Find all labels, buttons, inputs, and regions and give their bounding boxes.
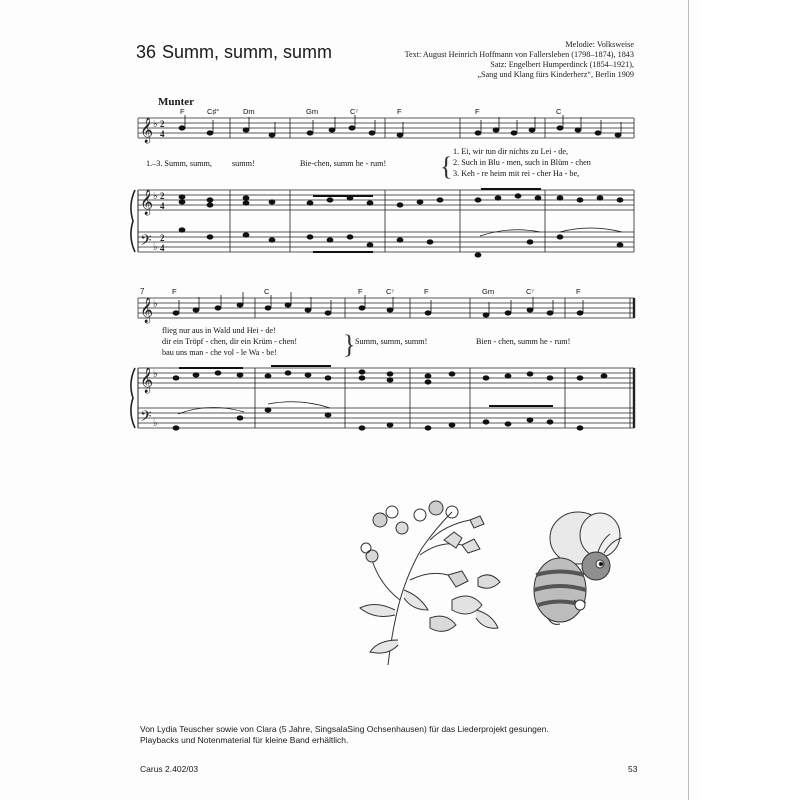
verse-line: 3. Keh - re heim mit rei - cher Ha - be, <box>453 169 580 178</box>
chord-symbol: F <box>424 287 429 296</box>
piano-notes-2 <box>173 366 607 430</box>
chord-symbol: F <box>576 287 581 296</box>
treble-clef-icon: 𝄞 <box>140 117 154 142</box>
bass-clef-icon: 𝄢 <box>140 232 152 252</box>
svg-text:}: } <box>343 330 356 359</box>
svg-text:2: 2 <box>160 233 165 243</box>
chord-symbol: C⁷ <box>350 107 359 116</box>
publisher-code: Carus 2.402/03 <box>140 764 199 774</box>
verse-line: 1. Ei, wir tun dir nichts zu Lei - de, <box>453 147 569 156</box>
flat-icon: ♭ <box>153 119 158 130</box>
page-number: 53 <box>628 764 638 774</box>
credit-arrangement: Satz: Engelbert Humperdinck (1854–1921), <box>490 60 634 69</box>
credit-source: „Sang und Klang fürs Kinderherz“, Berlin 1909 <box>477 70 634 79</box>
chord-symbol: Gm <box>482 287 495 296</box>
treble-clef-icon: 𝄞 <box>140 189 154 214</box>
song-title: Summ, summ, summ <box>162 42 333 62</box>
credit-text: Text: August Heinrich Hoffmann von Fallersleben (1798–1874), 1843 <box>404 50 634 59</box>
verse-line: 2. Such in Blu - men, such in Blüm - chen <box>453 158 591 167</box>
treble-clef-icon: 𝄞 <box>140 367 154 392</box>
credit-melody: Melodie: Volksweise <box>565 40 634 49</box>
chord-symbol: C⁷ <box>386 287 395 296</box>
bass-clef-icon: 𝄢 <box>140 408 152 428</box>
flower-illustration <box>360 501 500 665</box>
piano-treble-staff-2 <box>138 368 634 388</box>
system-1 <box>131 118 634 252</box>
flat-icon: ♭ <box>153 299 158 310</box>
system-2 <box>131 298 634 428</box>
bee-illustration <box>534 512 622 624</box>
chord-symbols-2 <box>172 287 581 296</box>
song-number: 36 <box>136 42 157 62</box>
chord-symbol: C♯° <box>207 107 220 116</box>
flat-icon: ♭ <box>153 418 158 429</box>
chord-symbol: Gm <box>306 107 319 116</box>
verse-line: flieg nur aus in Wald und Hei - de! <box>162 326 276 335</box>
chord-symbol: F <box>180 107 185 116</box>
lyrics-1 <box>146 147 591 181</box>
svg-text:4: 4 <box>160 129 165 139</box>
footer-note <box>140 724 660 746</box>
flat-icon: ♭ <box>153 369 158 380</box>
lyric-line: 1.–3. Summ, summ, <box>146 159 212 168</box>
svg-text:2: 2 <box>160 191 165 201</box>
lyric-line: Bie-chen, summ he - rum! <box>300 159 387 168</box>
chord-symbol: F <box>397 107 402 116</box>
verse-line: dir ein Tröpf - chen, dir ein Krüm - chen! <box>162 337 298 346</box>
refrain-line: Summ, summ, summ! <box>355 337 428 346</box>
clefs-system-1 <box>140 117 165 253</box>
svg-text:2: 2 <box>160 119 165 129</box>
flat-icon: ♭ <box>153 191 158 202</box>
melody-notes-2 <box>173 292 583 317</box>
piano-bass-staff-2 <box>138 408 634 428</box>
chord-symbol: F <box>172 287 177 296</box>
svg-text:4: 4 <box>160 243 165 253</box>
melody-staff-2 <box>138 298 634 318</box>
lyric-line: summ! <box>232 159 255 168</box>
treble-clef-icon: 𝄞 <box>140 297 154 322</box>
chord-symbol: C <box>264 287 270 296</box>
footer-line-2: Playbacks und Notenmaterial für kleine Band erhältlich. <box>140 735 349 745</box>
chord-symbol: C⁷ <box>526 287 535 296</box>
svg-text:{: { <box>440 152 453 181</box>
svg-text:4: 4 <box>160 201 165 211</box>
flat-icon: ♭ <box>153 242 158 253</box>
chord-symbol: F <box>475 107 480 116</box>
lyrics-2 <box>162 326 570 359</box>
chord-symbol: Dm <box>243 107 255 116</box>
chord-symbol: F <box>358 287 363 296</box>
refrain-line: Bien - chen, summ he - rum! <box>476 337 571 346</box>
footer-line-1: Von Lydia Teuscher sowie von Clara (5 Jahre, SingsalaSing Ochsenhausen) für das Liederprojekt gesungen. <box>140 724 549 734</box>
measure-number: 7 <box>140 287 145 296</box>
verse-line: bau uns man - che vol - le Wa - be! <box>162 348 277 357</box>
tempo-marking: Munter <box>158 96 195 108</box>
chord-symbol: C <box>556 107 562 116</box>
chord-symbols-1 <box>180 107 562 116</box>
